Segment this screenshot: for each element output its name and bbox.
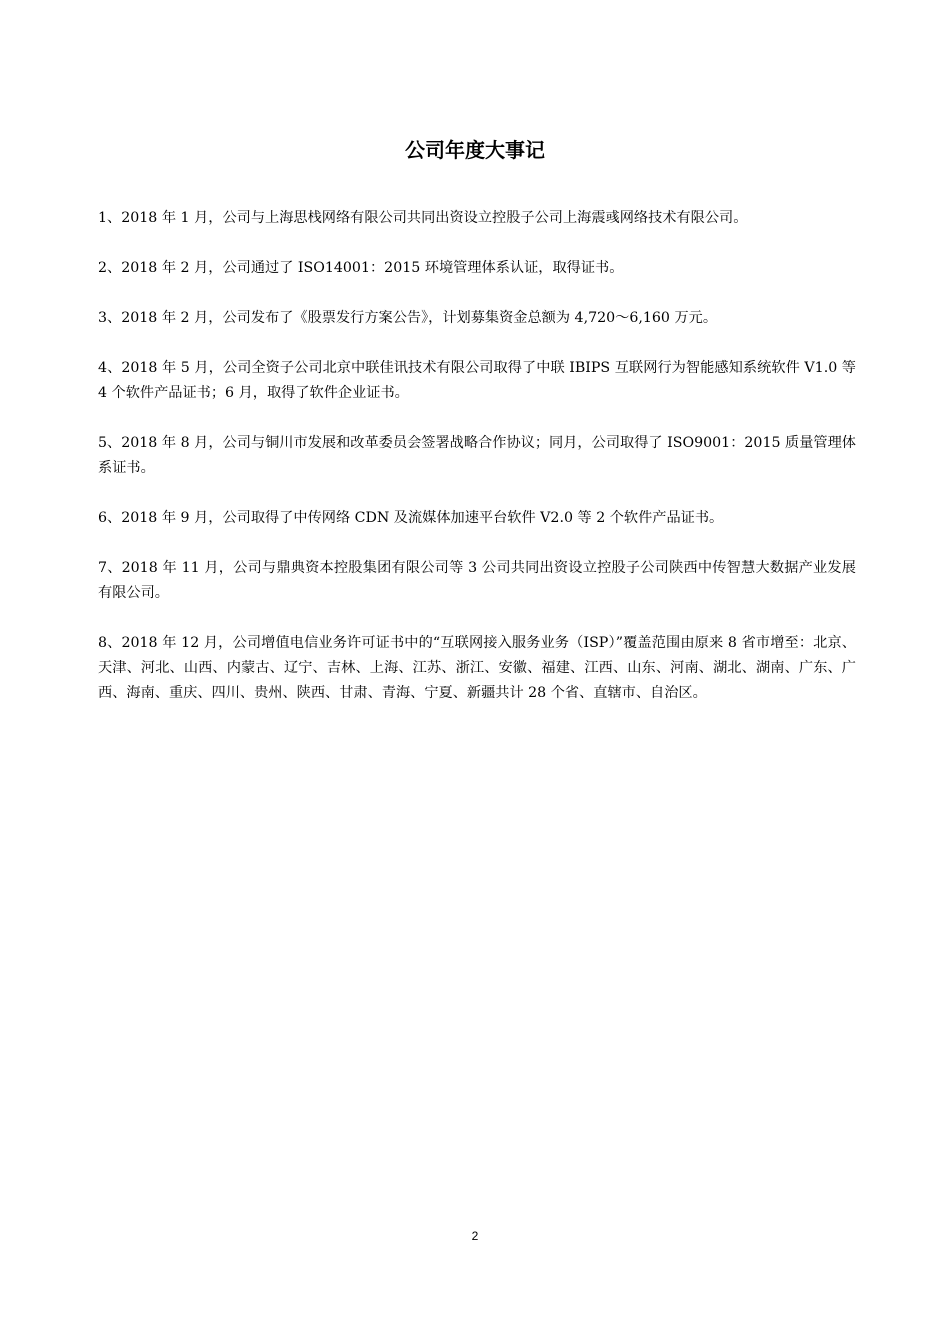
event-item: 4、2018 年 5 月，公司全资子公司北京中联佳讯技术有限公司取得了中联 IBIPS 互联网行为智能感知系统软件 V1.0 等 4 个软件产品证书；6 月，取得了软件企业证书。	[98, 360, 856, 401]
event-item: 6、2018 年 9 月，公司取得了中传网络 CDN 及流媒体加速平台软件 V2.0 等 2 个软件产品证书。	[98, 510, 724, 526]
event-item: 3、2018 年 2 月，公司发布了《股票发行方案公告》，计划募集资金总额为 4,720～6,160 万元。	[98, 310, 718, 326]
event-item: 7、2018 年 11 月，公司与鼎典资本控股集团有限公司等 3 公司共同出资设立控股子公司陕西中传智慧大数据产业发展有限公司。	[98, 560, 856, 601]
page-number: 2	[471, 1229, 479, 1243]
event-item: 1、2018 年 1 月，公司与上海思栈网络有限公司共同出资设立控股子公司上海震彧网络技术有限公司。	[98, 210, 748, 226]
event-item: 8、2018 年 12 月，公司增值电信业务许可证书中的“互联网接入服务业务（ISP）”覆盖范围由原来 8 省市增至：北京、天津、河北、山西、内蒙古、辽宁、吉林、上海、江苏、浙江、安徽、福建、江西、山东、河南、湖北、湖南、广东、广西、海南、重庆、四川、贵州、陕西、甘肃、青海、宁夏、新疆共计 28 个省、直辖市、自治区。	[98, 635, 856, 701]
event-item: 2、2018 年 2 月，公司通过了 ISO14001：2015 环境管理体系认证，取得证书。	[98, 260, 624, 276]
event-item: 5、2018 年 8 月，公司与铜川市发展和改革委员会签署战略合作协议；同月，公司取得了 ISO9001：2015 质量管理体系证书。	[98, 435, 856, 476]
event-list	[98, 206, 856, 731]
page-title: 公司年度大事记	[405, 138, 545, 162]
